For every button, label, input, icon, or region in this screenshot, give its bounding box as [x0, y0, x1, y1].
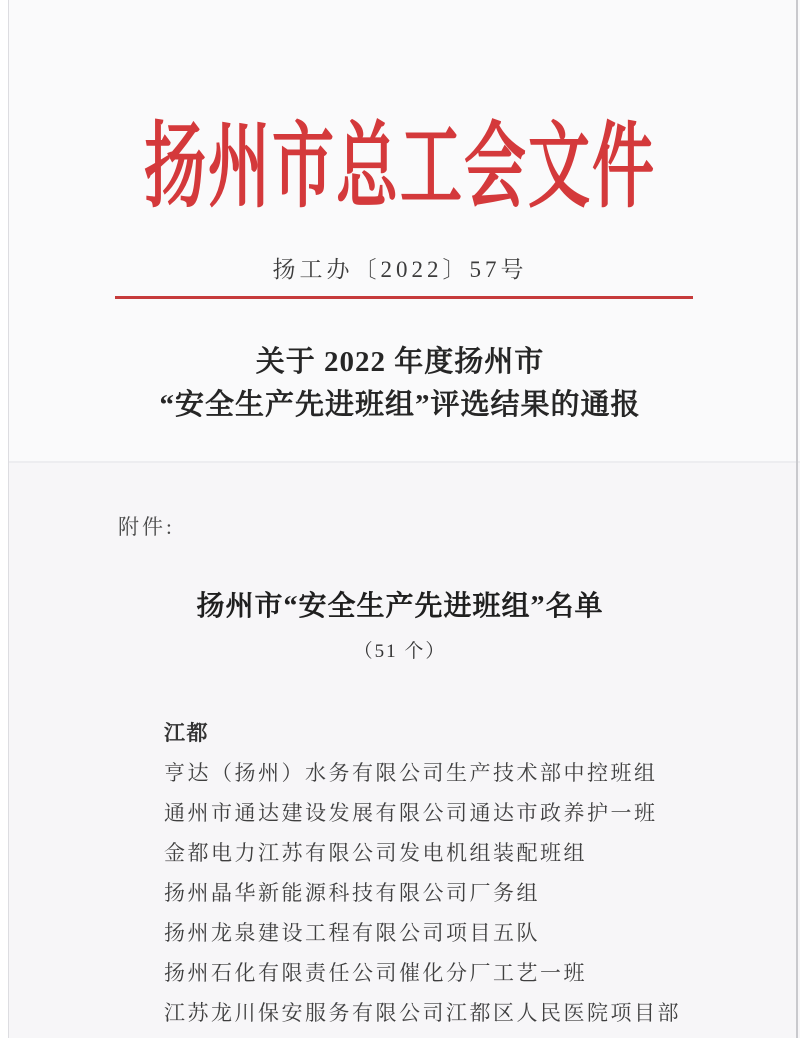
list-title: 扬州市“安全生产先进班组”名单	[196, 591, 604, 622]
document-header-title: 扬州市总工会文件	[143, 117, 656, 220]
award-name-list	[164, 713, 724, 1033]
subject-line-1: 关于 2022 年度扬州市	[255, 346, 545, 378]
attachment-label: 附件:	[118, 515, 175, 539]
scan-page-seam	[0, 461, 800, 463]
list-count: （51 个）	[353, 641, 447, 662]
list-item: 扬州石化有限责任公司催化分厂工艺一班	[164, 961, 587, 985]
document-number: 扬工办〔2022〕57号	[272, 257, 528, 282]
list-section-jiangdu: 江都	[164, 721, 209, 745]
list-item: 江苏龙川保安服务有限公司江都区人民医院项目部	[164, 1001, 681, 1025]
list-item: 扬州龙泉建设工程有限公司项目五队	[164, 921, 540, 945]
red-divider-rule	[115, 296, 693, 299]
list-item: 扬州晶华新能源科技有限公司厂务组	[164, 881, 540, 905]
list-item: 通州市通达建设发展有限公司通达市政养护一班	[164, 801, 658, 825]
list-item: 亨达（扬州）水务有限公司生产技术部中控班组	[164, 761, 658, 785]
list-item: 金都电力江苏有限公司发电机组装配班组	[164, 841, 587, 865]
subject-line-2: “安全生产先进班组”评选结果的通报	[159, 389, 641, 421]
document-subject	[0, 341, 800, 427]
